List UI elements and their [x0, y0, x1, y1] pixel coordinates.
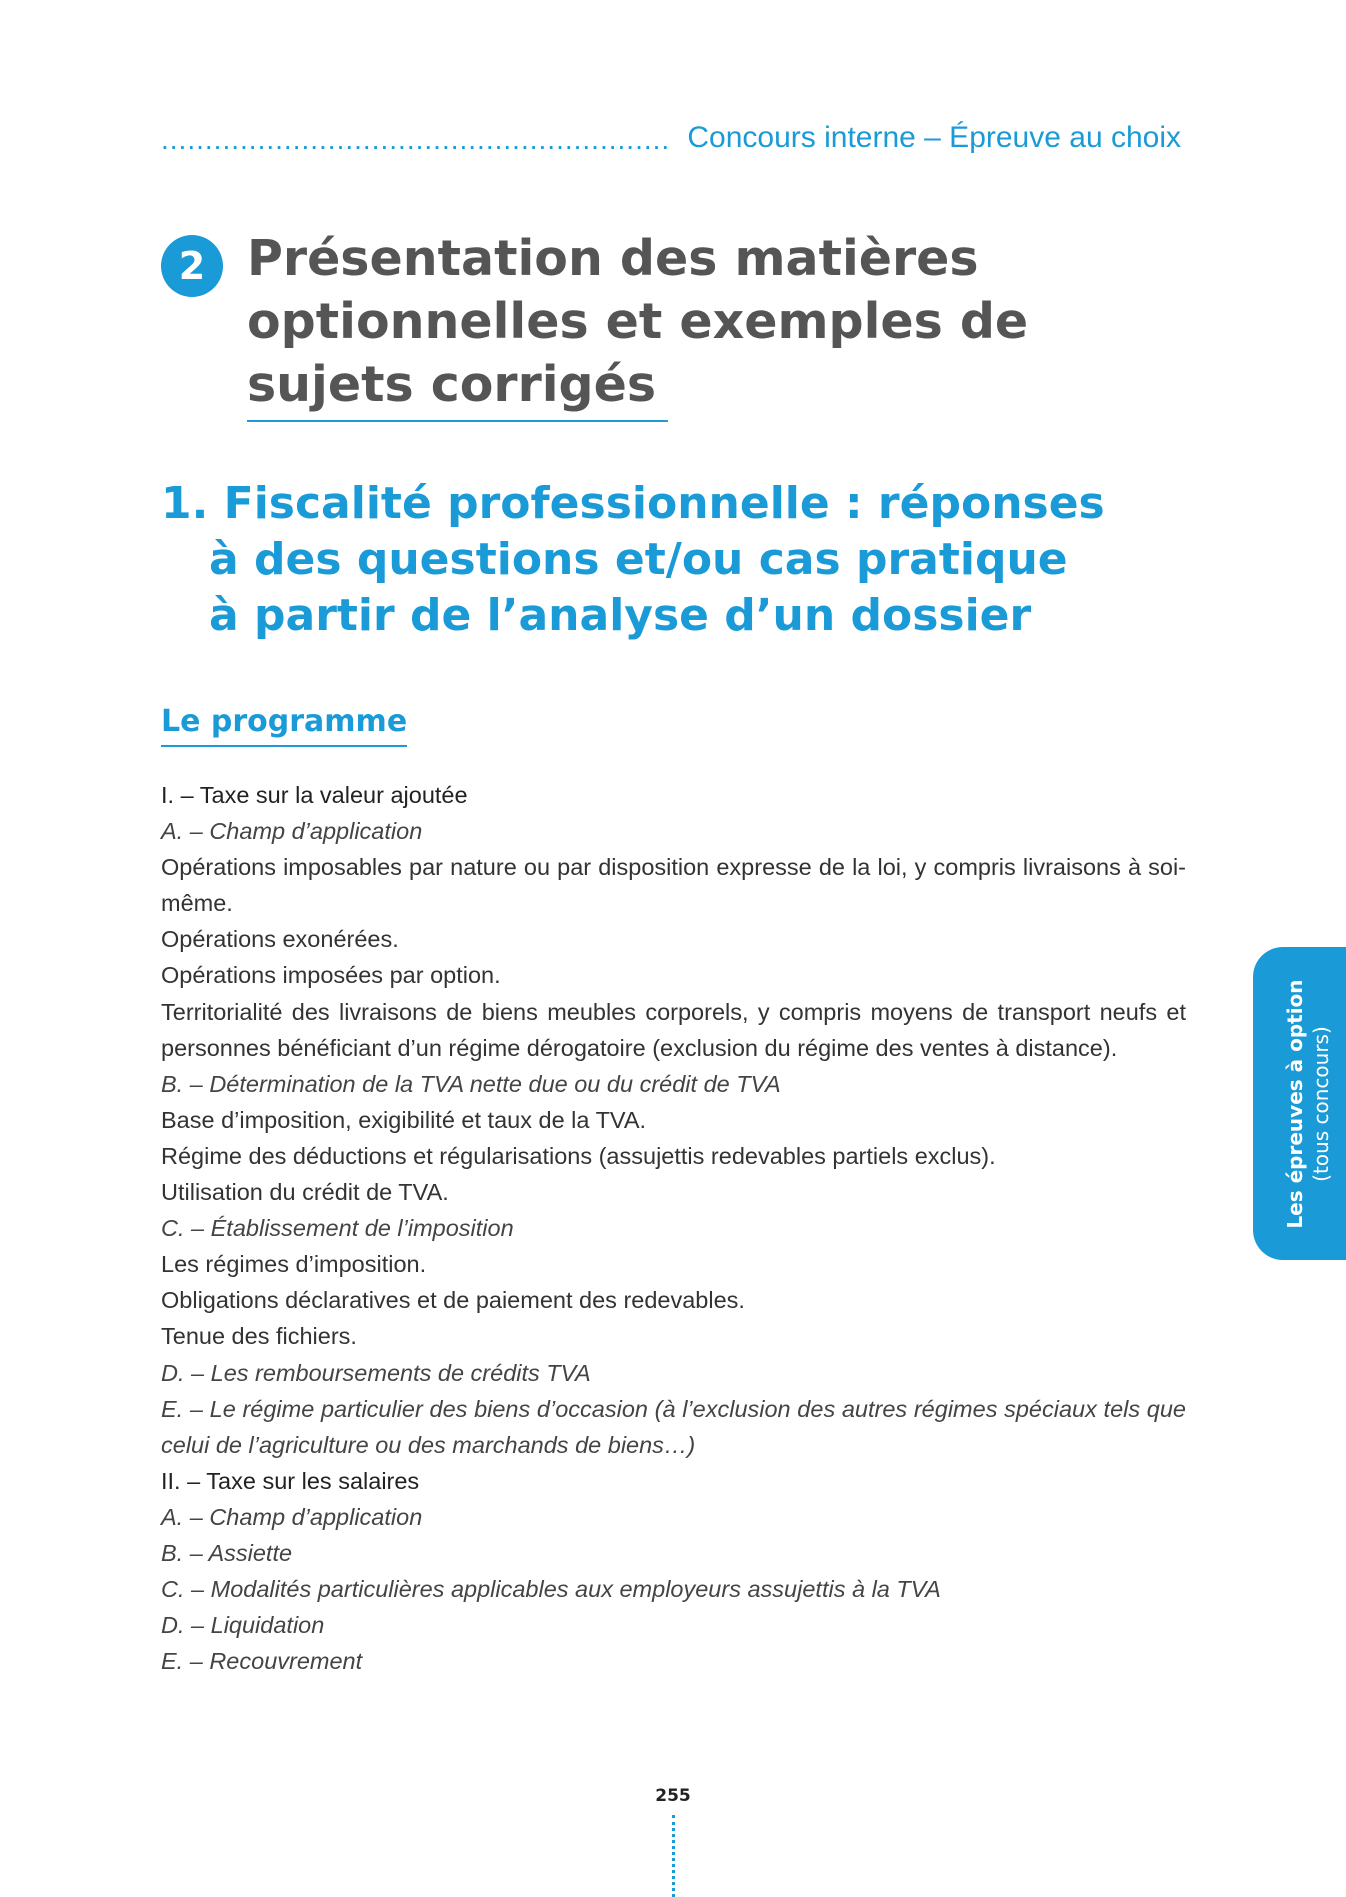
- program-item: Opérations imposables par nature ou par disposition expresse de la loi, y compris livraisons à soi-même.: [161, 854, 1186, 917]
- section-title: Présentation des matières optionnelles et exemples de sujets corrigés: [247, 230, 1029, 413]
- program-item: Obligations déclaratives et de paiement des redevables.: [161, 1287, 745, 1314]
- program-list: [161, 777, 1186, 1679]
- section-number-badge: 2: [161, 235, 223, 297]
- program-subsection: A. – Champ d’application: [161, 818, 423, 845]
- program-item: Utilisation du crédit de TVA.: [161, 1179, 449, 1206]
- subsection-title-line: 1. Fiscalité professionnelle : réponses: [161, 478, 1105, 529]
- program-subsection: D. – Liquidation: [161, 1612, 325, 1639]
- subsection-title-line: à des questions et/ou cas pratique: [209, 534, 1068, 585]
- program-heading: Le programme: [161, 702, 407, 747]
- page-number: 255: [655, 1786, 691, 1806]
- program-subsection: B. – Assiette: [161, 1539, 293, 1566]
- program-item: Base d’imposition, exigibilité et taux de la TVA.: [161, 1106, 647, 1133]
- side-chapter-tab: [1253, 947, 1346, 1260]
- program-item: Tenue des fichiers.: [161, 1323, 357, 1350]
- program-item: Opérations imposées par option.: [161, 962, 501, 989]
- subsection-title-line: à partir de l’analyse d’un dossier: [209, 590, 1032, 641]
- program-subsection: E. – Le régime particulier des biens d’occasion (à l’exclusion des autres régimes spéciaux tels que celui de l’agriculture ou des marchands de biens…): [161, 1395, 1186, 1458]
- program-item: Territorialité des livraisons de biens meubles corporels, y compris moyens de transport neufs et personnes bénéficiant d’un régime dérogatoire (exclusion du régime des ventes à distance).: [161, 998, 1186, 1061]
- side-tab-label: [1282, 954, 1334, 1254]
- side-tab-line2: (tous concours): [1309, 1025, 1333, 1182]
- subsection-title: [161, 476, 1105, 644]
- program-part-heading: II. – Taxe sur les salaires: [161, 1467, 420, 1494]
- program-subsection: E. – Recouvrement: [161, 1648, 363, 1675]
- program-item: Les régimes d’imposition.: [161, 1251, 427, 1278]
- header-dot-leader: ..........................................................: [161, 124, 671, 155]
- program-part-heading: I. – Taxe sur la valeur ajoutée: [161, 782, 468, 808]
- program-item: Régime des déductions et régularisations (assujettis redevables partiels exclus).: [161, 1142, 996, 1169]
- running-header-title: Concours interne – Épreuve au choix: [687, 121, 1181, 154]
- program-item: Opérations exonérées.: [161, 926, 399, 953]
- side-tab-line1: Les épreuves à option: [1283, 978, 1307, 1229]
- section-title-underline: [247, 420, 668, 422]
- program-subsection: A. – Champ d’application: [161, 1503, 423, 1530]
- program-subsection: C. – Établissement de l’imposition: [161, 1215, 514, 1242]
- program-subsection: C. – Modalités particulières applicables aux employeurs assujettis à la TVA: [161, 1576, 941, 1603]
- footer-dotted-line: [672, 1815, 675, 1897]
- program-subsection: D. – Les remboursements de crédits TVA: [161, 1359, 591, 1386]
- program-subsection: B. – Détermination de la TVA nette due ou du crédit de TVA: [161, 1070, 781, 1097]
